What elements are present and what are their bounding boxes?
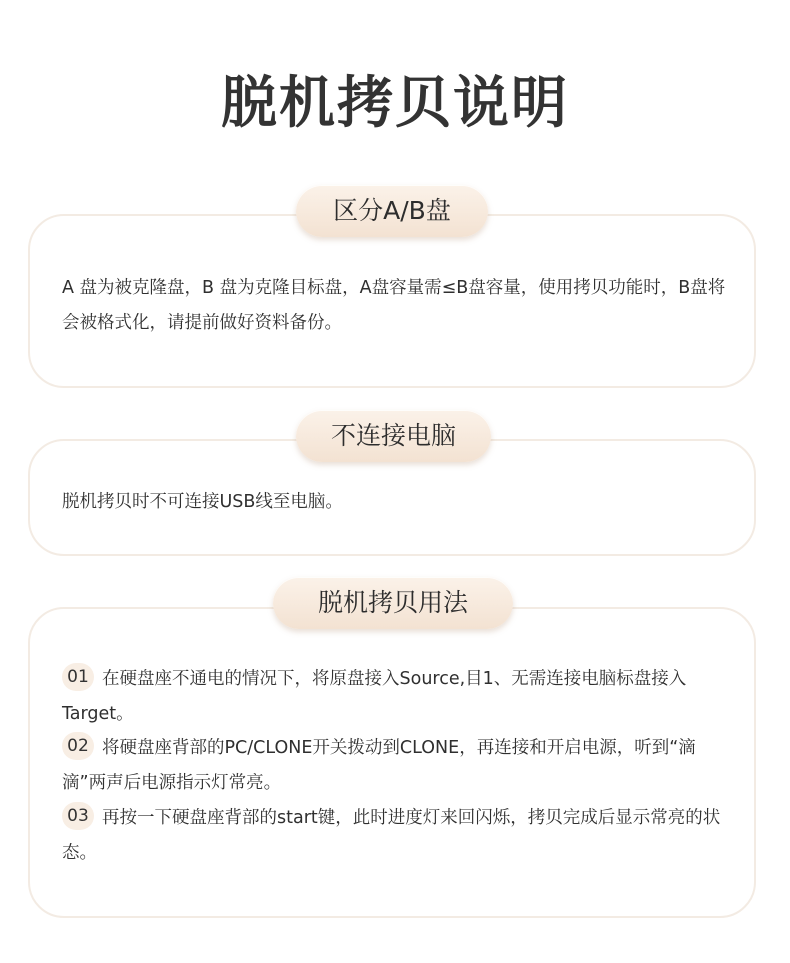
section-heading-usage: 脱机拷贝用法 bbox=[273, 577, 513, 629]
section-heading-no-pc: 不连接电脑 bbox=[296, 410, 491, 462]
page-title: 脱机拷贝说明 bbox=[221, 71, 569, 136]
step-item bbox=[62, 662, 734, 732]
step-item bbox=[62, 801, 734, 871]
step-number-badge: 01 bbox=[62, 663, 94, 691]
step-text: 在硬盘座不通电的情况下，将原盘接入Source,目1、无需连接电脑标盘接入Target。 bbox=[62, 669, 687, 724]
step-text: 再按一下硬盘座背部的start键，此时进度灯来回闪烁，拷贝完成后显示常亮的状态。 bbox=[62, 808, 721, 863]
step-item bbox=[62, 731, 734, 801]
step-number-badge: 02 bbox=[62, 732, 94, 760]
section-heading-ab-disk: 区分A/B盘 bbox=[296, 185, 488, 237]
step-text: 将硬盘座背部的PC/CLONE开关拨动到CLONE，再连接和开启电源，听到“滴滴”两声后电源指示灯常亮。 bbox=[62, 738, 696, 793]
step-number-badge: 03 bbox=[62, 802, 94, 830]
section-text-ab-disk: A 盘为被克隆盘，B 盘为克隆目标盘，A盘容量需≤B盘容量，使用拷贝功能时，B盘将会被格式化，请提前做好资料备份。 bbox=[62, 278, 726, 333]
section-text-no-pc: 脱机拷贝时不可连接USB线至电脑。 bbox=[62, 492, 343, 512]
